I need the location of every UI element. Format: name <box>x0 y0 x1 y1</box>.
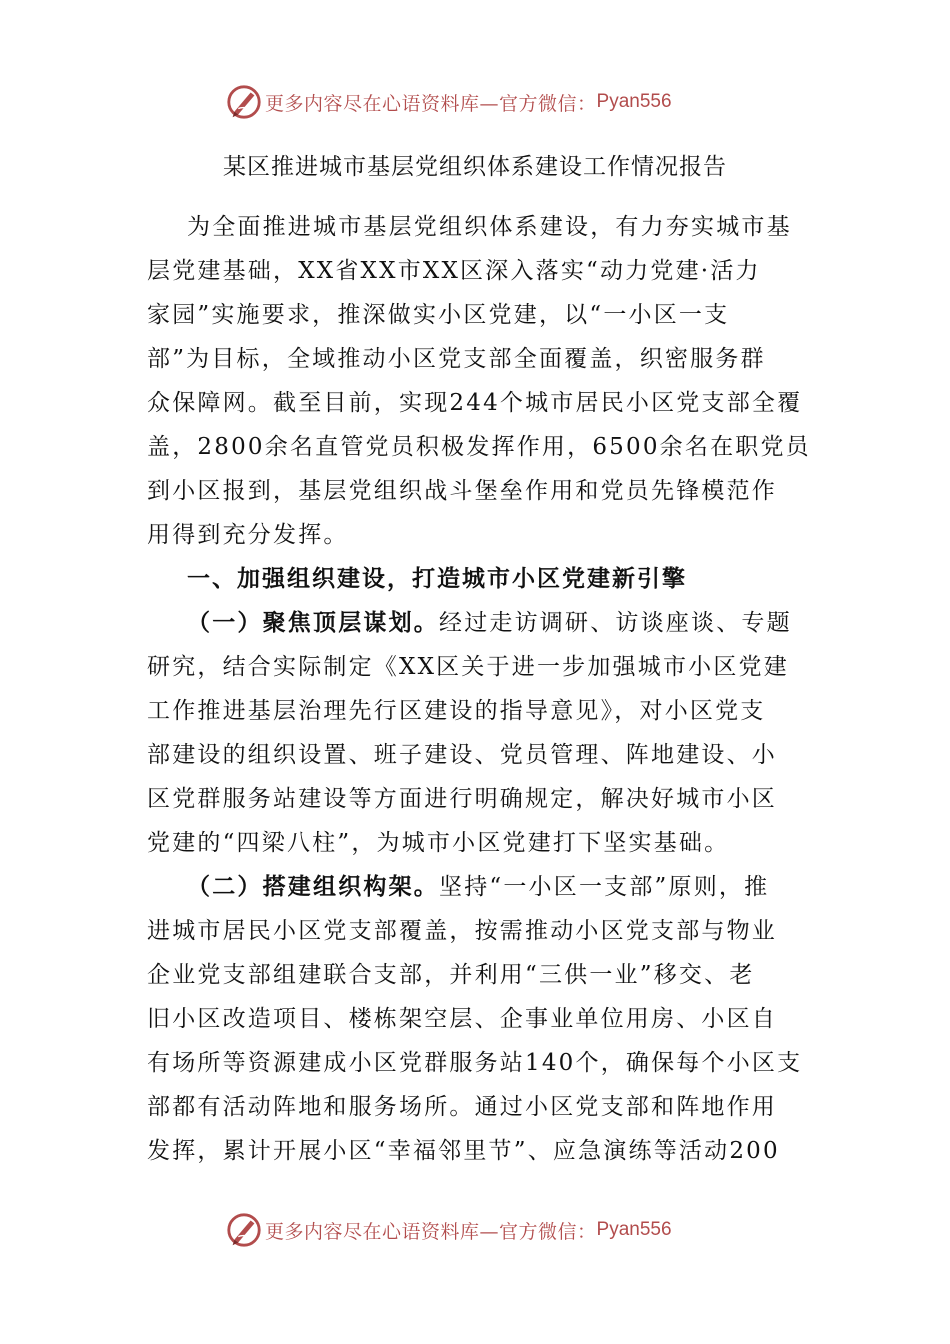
footer-watermark-banner <box>225 1210 672 1250</box>
subsection-heading: （一）聚焦顶层谋划。 <box>187 610 439 636</box>
paragraph-line: 部”为目标，全域推动小区党支部全面覆盖，织密服务群 <box>147 346 766 372</box>
header-watermark-banner <box>225 82 672 122</box>
paragraph-line: 层党建基础，XX省XX市XX区深入落实“动力党建·活力 <box>147 258 761 284</box>
paragraph-line: 部都有活动阵地和服务场所。通过小区党支部和阵地作用 <box>147 1094 777 1120</box>
subsection-text: 坚持“一小区一支部”原则，推 <box>439 874 770 900</box>
document-title: 某区推进城市基层党组织体系建设工作情况报告 <box>223 154 727 180</box>
paragraph-line: 用得到充分发挥。 <box>147 522 349 548</box>
paragraph-line: 众保障网。截至目前，实现244个城市居民小区党支部全覆 <box>147 390 803 416</box>
paragraph-line: 党建的“四梁八柱”，为城市小区党建打下坚实基础。 <box>147 830 730 856</box>
paragraph-line: 有场所等资源建成小区党群服务站140个，确保每个小区支 <box>147 1050 803 1076</box>
subsection-first-line <box>187 865 769 909</box>
pen-logo-icon <box>225 1211 263 1249</box>
paragraph-line: 研究，结合实际制定《XX区关于进一步加强城市小区党建 <box>147 654 789 680</box>
banner-wechat-id: Pyan556 <box>596 1219 672 1240</box>
banner-wechat-id: Pyan556 <box>596 91 672 112</box>
paragraph-line: 盖，2800余名直管党员积极发挥作用，6500余名在职党员 <box>147 434 811 460</box>
banner-text: 更多内容尽在心语资料库—官方微信： <box>265 1220 597 1243</box>
paragraph-line: 家园”实施要求，推深做实小区党建，以“一小区一支 <box>147 302 730 328</box>
paragraph-line: 区党群服务站建设等方面进行明确规定，解决好城市小区 <box>147 786 777 812</box>
paragraph-line: 为全面推进城市基层党组织体系建设，有力夯实城市基 <box>187 214 792 240</box>
pen-logo-icon <box>225 83 263 121</box>
paragraph-line: 企业党支部组建联合支部，并利用“三供一业”移交、老 <box>147 962 755 988</box>
paragraph-line: 进城市居民小区党支部覆盖，按需推动小区党支部与物业 <box>147 918 777 944</box>
section-heading: 一、加强组织建设，打造城市小区党建新引擎 <box>187 566 687 592</box>
banner-text: 更多内容尽在心语资料库—官方微信： <box>265 92 597 115</box>
paragraph-line: 工作推进基层治理先行区建设的指导意见》，对小区党支 <box>147 698 766 724</box>
paragraph-line: 到小区报到，基层党组织战斗堡垒作用和党员先锋模范作 <box>147 478 777 504</box>
paragraph-line: 发挥，累计开展小区“幸福邻里节”、应急演练等活动200 <box>147 1138 780 1164</box>
subsection-first-line <box>187 601 792 645</box>
subsection-text: 经过走访调研、访谈座谈、专题 <box>439 610 792 636</box>
paragraph-line: 部建设的组织设置、班子建设、党员管理、阵地建设、小 <box>147 742 777 768</box>
subsection-heading: （二）搭建组织构架。 <box>187 874 439 900</box>
paragraph-line: 旧小区改造项目、楼栋架空层、企事业单位用房、小区自 <box>147 1006 777 1032</box>
